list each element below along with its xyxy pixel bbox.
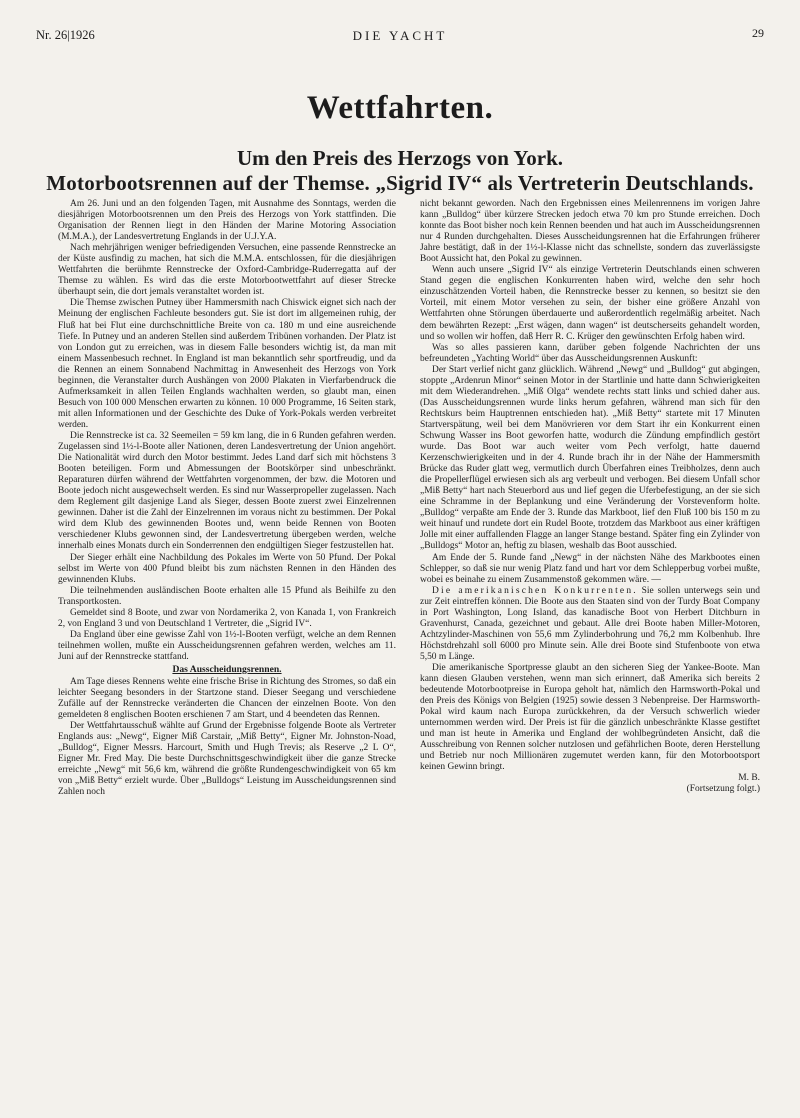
paragraph: Da England über eine gewisse Zahl von 1½-l-Booten verfügt, welche an dem Rennen teilnehmen wollen, mußte ein Ausscheidungsrennen gefahren werden, welches am 11. Juni auf der Rennstrecke stattfand. [58,629,396,662]
paragraph: Der Wettfahrtausschuß wählte auf Grund der Ergebnisse folgende Boote als Vertreter Englands aus: „Newg“, Eigner Miß Carstair, „Miß Betty“, Eigner Mr. Johnston-Noad, „Bulldog“, Eigner Messrs. Harcourt, Smith und Hugh Trevis; als Reserve „2 L O“, Eigner Mr. Fred May. Die beste Durchschnittsgeschwindigkeit über die ganze Strecke erreichte „Newg“ mit 56,6 km, während die größte Rundengeschwindigkeit von 65 km von „Miß Betty“ erzielt wurde. Über „Bulldogs“ Leistung im Ausscheidungsrennen sind Zahlen noch [58,721,396,798]
article-subtitle-2: Motorbootsrennen auf der Themse. „Sigrid IV“ als Vertreterin Deutschlands. [46,171,754,195]
page-number: 29 [752,26,764,40]
paragraph-text: Sie sollen unterwegs sein und zur Zeit eintreffen können. Die Boote aus den Staaten sind von der Turdy Boat Company in Port Washington, Long Island, das kanadische Boot von Herbert Ditchburn in Gravenhurst, Canada, gezeichnet und gebaut. Alle drei Boote haben Miller-Motoren, Achtzylinder-Maschinen von 55,6 mm Zylinderbohrung und 76,2 mm Kolbenhub. Ihre Höchstdrehzahl soll 6000 pro Minute sein. Alle drei Boote sind Stufenboote von etwa 5,50 m Länge. [420,585,760,662]
right-column [420,199,760,796]
paragraph: Die teilnehmenden ausländischen Boote erhalten alle 15 Pfund als Beihilfe zu den Transportkosten. [58,585,396,607]
issue-number: Nr. 26|1926 [36,28,95,42]
paragraph: Der Start verlief nicht ganz glücklich. Während „Newg“ und „Bulldog“ gut abgingen, stoppte „Ardenrun Minor“ seinen Motor in der Startlinie und hatte dann Schwierigkeiten mit dem Wiederandrehen. „Miß Olga“ wendete rechts statt links und schied daher aus. (Das Ausscheidungsrennen wurde links herum gefahren, während man sich für den Rechtskurs beim Hauptrennen entschieden hat). „Miß Betty“ startete mit 17 Minuten Startverspätung, weil bei dem Manövrieren vor dem Start ihr ein Konkurrent einen Schwung Wasser ins Boot geworfen hatte, wodurch die Zündung empfindlich gestört wurde. Das Boot war auch weiter vom Pech verfolgt, hatte dauernd Kerzenschwierigkeiten und in der 4. Runde brach ihr in der Nähe der Hammersmith Brücke das Ruder glatt weg, vermutlich durch Überfahren eines Treibholzes, denn auch die Propellerflügel erwiesen sich als arg verbeult und verbogen. Bei diesem Unfall schor „Miß Betty“ hart nach Steuerbord aus und lief gegen die Uferbefestigung, an der sie sich eine Schramme in der Beplankung und eine Veränderung der Vorstevenform holte. „Bulldog“ verpaßte am Ende der 3. Runde das Markboot, lief den Fluß 100 bis 150 m zu weit hinauf und rundete dort ein Rudel Boote, trotzdem das Markboot aus einer kräftigen Jolle mit einer auffallenden Flagge an langer Stange bestand. Später fing ein Zylinder von „Bulldogs“ Motor an, heftig zu blasen, weshalb das Boot ausschied. [420,364,760,552]
paragraph: Gemeldet sind 8 Boote, und zwar von Nordamerika 2, von Kanada 1, von Frankreich 2, von England 3 und von Deutschland 1 Vertreter, die „Sigrid IV“. [58,607,396,629]
paragraph: Die Rennstrecke ist ca. 32 Seemeilen = 59 km lang, die in 6 Runden gefahren werden. Zugelassen sind 1½-l-Boote aller Nationen, deren Landesvertretung der Union angehört. Die Nationalität wird durch den Motor bestimmt. Jedes Land darf sich mit höchstens 3 Booten beteiligen. Form und Abmessungen der Bootskörper sind unbeschränkt. Reparaturen dürfen während der Wettfahrten vorgenommen, der bzw. die Motoren und Boote jedoch nicht ausgewechselt werden. Es sind nur Wasserpropeller zugelassen. Nach dem Reglement gilt dasjenige Land als Sieger, dessen Boote zuerst zwei Einzelrennen gewinnen. Daher ist die Zahl der Einzelrennen im voraus nicht zu bestimmen. Der Pokal wird dem Klub des gewinnenden Bootes und, wenn beide Rennen von Booten verschiedener Klubs gewonnen sind, der Landesvertretung übergeben werden, welche innerhalb eines Monats durch ein Sonderrennen den endgültigen Sieger festzustellen hat. [58,430,396,552]
paragraph: Die Themse zwischen Putney über Hammersmith nach Chiswick eignet sich nach der Meinung der englischen Fachleute besonders gut. Sie ist dort im allgemeinen ruhig, der Fluß hat bei Flut eine durchschnittliche Breite von ca. 180 m und eine ausreichende Tiefe. In Putney und an anderen Stellen sind außerdem Tribünen vorhanden. Der Platz ist von London gut zu erreichen, was in diesem Falle besonders wichtig ist, da man mit einem Massenbesuch rechnet. In England ist man bekanntlich sehr sportfreudig, und da die Rennen an einem Sonnabend Nachmittag in Anwesenheit des Herzogs von York beginnen, die Veranstalter durch Aushängen von 2000 Plakaten in Vierfarbendruck die Aufmerksamkeit in allen Teilen Englands wachhalten werden, so glaubt man, einen Besuch von 100 000 Menschen erwarten zu können. 10 000 Programme, 16 Seiten stark, mit allen Informationen und der Geschichte des Duke of York-Pokals werden verbreitet werden. [58,298,396,430]
running-head [36,26,764,46]
paragraph: Nach mehrjährigen weniger befriedigenden Versuchen, eine passende Rennstrecke an der Küste ausfindig zu machen, hat sich die M.M.A. entschlossen, für die diesjährigen Wettfahrten die berühmte Rennstrecke der Oxford-Cambridge-Ruderregatta auf der Themse zu wählen. Es wird das die erste Motorbootwettfahrt auf dieser Strecke überhaupt sein, die dort jemals veranstaltet worden ist. [58,243,396,298]
paragraph: Am Ende der 5. Runde fand „Newg“ in der nächsten Nähe des Markbootes einen Schlepper, so daß sie nur wenig Platz fand und hart vor dem Schlepperbug vorbei mußte, wobei es beinahe zu einem Zusammenstoß gekommen wäre. — [420,552,760,585]
section-heading: Das Ausscheidungsrennen. [172,663,282,675]
paragraph: Am Tage dieses Rennens wehte eine frische Brise in Richtung des Stromes, so daß ein leichter Seegang besonders in der Startzone stand. Dieser Seegang und verschiedene Zufälle auf der Rennstrecke veränderten die Chancen der einzelnen Boote. Von den gemeldeten 8 englischen Booten erschienen 7 am Start, und 4 beendeten das Rennen. [58,677,396,721]
paragraph: Der Sieger erhält eine Nachbildung des Pokales im Werte von 50 Pfund. Der Pokal selbst im Werte von 400 Pfund bleibt bis zum nächsten Rennen in den Händen des gewinnenden Klubs. [58,552,396,585]
left-column [58,199,396,799]
section-lead: Die amerikanischen Konkurrenten. [432,585,638,596]
paragraph: nicht bekannt geworden. Nach den Ergebnissen eines Meilenrennens im vorigen Jahre kann „Bulldog“ über kürzere Strecken jedoch etwa 70 km pro Stunde erreichen. Doch konnte das Boot bisher noch kein Rennen beenden und hat auch im Ausscheidungsrennen nur 4 Runden durchgehalten. Dieses Ausscheidungsrennen hat die Erfahrungen früherer Jahre bestätigt, daß in der 1½-l-Klasse nicht das schnellste, sondern das zuverlässigste Boot Aussicht hat, den Pokal zu gewinnen. [420,199,760,265]
paragraph [420,586,760,663]
paragraph: Wenn auch unsere „Sigrid IV“ als einzige Vertreterin Deutschlands einen schweren Stand gegen die englischen Konkurrenten haben wird, welche den sehr hoch einzuschätzenden Vorteil haben, die Rennstrecke besser zu kennen, so besitzt sie den Vorteil, mit einem Motor versehen zu sein, der bisher eine größere Anzahl von Wettfahrten ohne Störungen überdauerte und außerordentlich regelmäßig arbeitet. Nach dem bewährten Rezept: „Erst wägen, dann wagen“ ist deutscherseits gehandelt worden, und so wollen wir hoffen, daß Herr R. C. Krüger den gewünschten Erfolg haben wird. [420,265,760,342]
continued-note: (Fortsetzung folgt.) [686,784,760,795]
author-signature: M. B. [738,773,760,784]
article-title: Wettfahrten. [306,90,494,126]
journal-name: DIE YACHT [352,28,448,43]
paragraph: Was so alles passieren kann, darüber geben folgende Nachrichten der uns befreundeten „Yachting World“ über das Ausscheidungsrennen Auskunft: [420,342,760,364]
paragraph: Am 26. Juni und an den folgenden Tagen, mit Ausnahme des Sonntags, werden die diesjährigen Motorbootsrennen um den Preis des Herzogs von York stattfinden. Die Organisation der Rennen liegt in den Händen der Marine Motoring Association (M.M.A.), der Landesvertretung Englands in der U.J.Y.A. [58,199,396,243]
article-subtitle: Um den Preis des Herzogs von York. [236,146,564,170]
paragraph: Die amerikanische Sportpresse glaubt an den sicheren Sieg der Yankee-Boote. Man kann diesen Glauben verstehen, wenn man sich erinnert, daß Amerika sich bereits 2 bedeutende Motorbootpreise in Europa geholt hat, nämlich den Harmsworth-Pokal und den Preis des Königs von Belgien (1925) sowie dessen 3 Nebenpreise. Der Harmsworth-Pokal wird kaum nach Europa zurückkehren, da der Versuch schwerlich wieder unternommen werden wird. Der Preis ist für die gänzlich unbeschränkte Klasse gestiftet und man ist heute in Amerika und England der wohlbegründeten Ansicht, daß die Ausschreibung von Rennen solcher nutzlosen und gefährlichen Boote, deren Herstellung und Betrieb nur noch Millionären zugemutet werden kann, für den Motorbootsport keinen Gewinn bringt. [420,662,760,773]
